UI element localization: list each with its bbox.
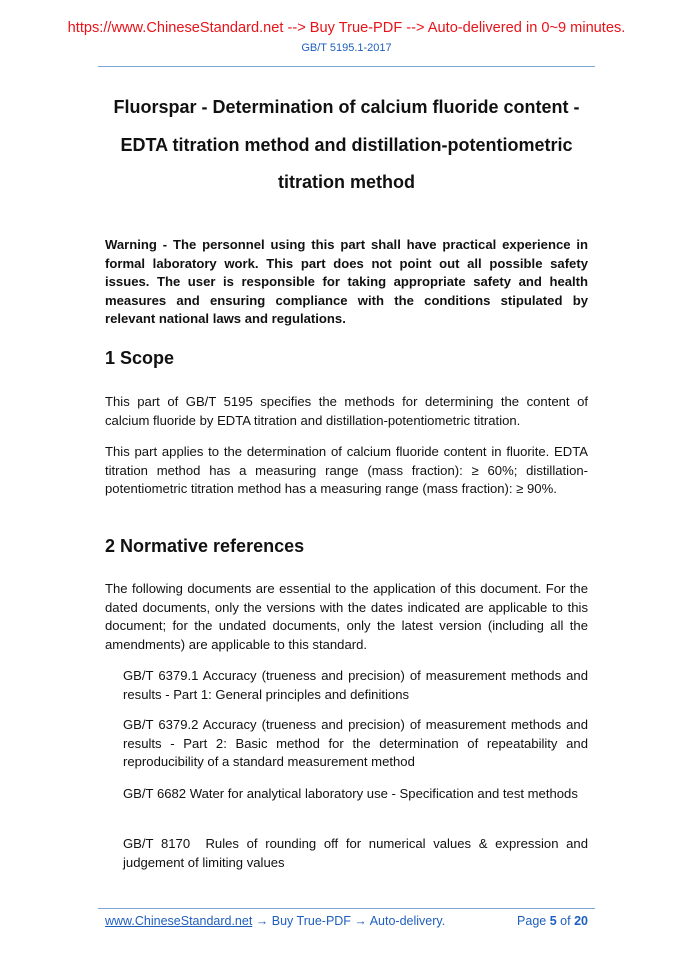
header-divider (98, 66, 595, 67)
page-label: Page (517, 914, 547, 928)
document-code: GB/T 5195.1-2017 (301, 42, 392, 54)
reference-item-gbt-6379-1: GB/T 6379.1 Accuracy (trueness and precision) of measurement methods and results - Part 1: General principles and definitions (123, 668, 588, 702)
page-indicator (517, 914, 588, 928)
section-heading-scope: 1 Scope (105, 348, 175, 368)
page-of-label: of (560, 914, 571, 928)
reference-item-gbt-6379-2: GB/T 6379.2 Accuracy (trueness and precision) of measurement methods and results - Part 2: Basic method for the determination of repeatability and reproducibility of a standard measurement method (123, 717, 588, 769)
footer-purchase-note: → Buy True-PDF → Auto-delivery. (252, 914, 446, 928)
total-pages-number: 20 (574, 914, 588, 928)
reference-item-gbt-8170: GB/T 8170 Rules of rounding off for numerical values & expression and judgement of limiting values (123, 836, 592, 870)
document-title (90, 89, 603, 202)
section-heading-normative-references: 2 Normative references (105, 536, 305, 556)
title-line-2: EDTA titration method and distillation-potentiometric (120, 134, 573, 155)
footer-site-link[interactable]: www.ChineseStandard.net (105, 914, 253, 928)
reference-item-gbt-6682: GB/T 6682 Water for analytical laboratory use - Specification and test methods (123, 786, 578, 801)
page-footer (105, 914, 588, 928)
scope-paragraph-2: This part applies to the determination of calcium fluoride content in fluorite. EDTA titration method has a measuring range (mass fraction): ≥ 60%; distillation-potentiometric titration method has a measuring range (mass fraction): ≥ 90%. (105, 444, 588, 496)
title-line-1: Fluorspar - Determination of calcium fluoride content - (113, 97, 580, 117)
title-line-3: titration method (278, 172, 415, 192)
safety-warning: Warning - The personnel using this part shall have practical experience in formal laboratory work. This part does not point out all possible safety issues. The user is responsible for taking appropriate safety and health measures and ensuring compliance with the conditions stipulated by relevant national laws and regulations. (105, 237, 588, 326)
footer-divider (98, 908, 595, 909)
top-banner-link[interactable]: https://www.ChineseStandard.net --> Buy True-PDF --> Auto-delivered in 0~9 minutes. (67, 20, 626, 36)
scope-paragraph-1: This part of GB/T 5195 specifies the methods for determining the content of calcium fluoride by EDTA titration and distillation-potentiometric titration. (105, 394, 588, 428)
current-page-number: 5 (549, 914, 557, 928)
normative-intro-paragraph: The following documents are essential to the application of this document. For the dated documents, only the versions with the dates indicated are applicable to this document; for the undated documents, only the latest version (including all the amendments) are applicable to this standard. (105, 581, 588, 652)
